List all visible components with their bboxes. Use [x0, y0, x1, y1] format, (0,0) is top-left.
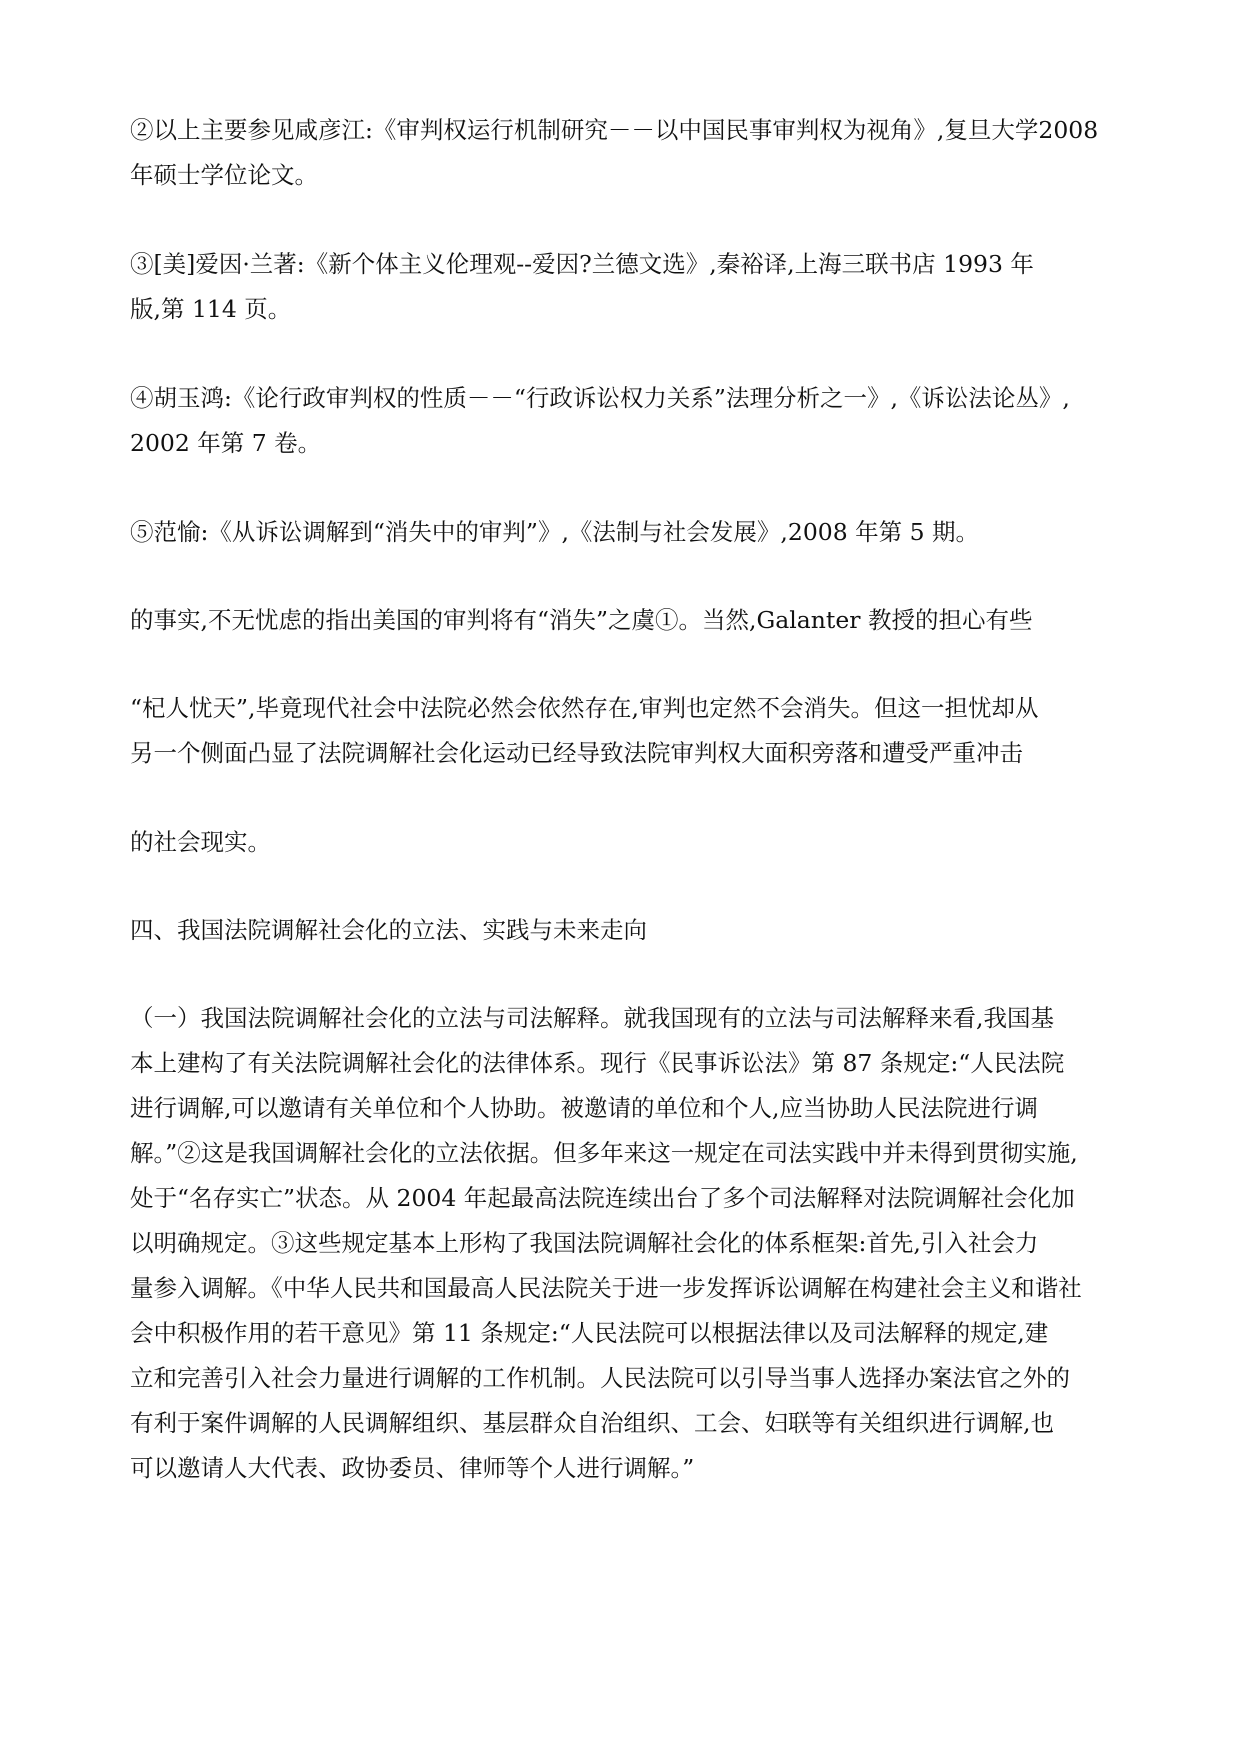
body-paragraph — [130, 686, 1120, 776]
body-line: 的社会现实。 — [130, 828, 271, 856]
subsection-paragraph — [130, 996, 1120, 1491]
footnote-line: ③[美]爱因·兰著:《新个体主义伦理观--爱因?兰德文选》,秦裕译,上海三联书店 1993 年 — [130, 250, 1034, 278]
footnote-line: ②以上主要参见咸彦江:《审判权运行机制研究－－以中国民事审判权为视角》,复旦大学2008 — [130, 116, 1099, 144]
body-line: 会中积极作用的若干意见》第 11 条规定:“人民法院可以根据法律以及司法解释的规定,建 — [130, 1319, 1049, 1347]
footnote-line: ⑤范愉:《从诉讼调解到“消失中的审判”》,《法制与社会发展》,2008 年第 5 期。 — [130, 518, 980, 546]
heading-text: 四、我国法院调解社会化的立法、实践与未来走向 — [130, 916, 647, 944]
body-line: 处于“名存实亡”状态。从 2004 年起最高法院连续出台了多个司法解释对法院调解社会化加 — [130, 1184, 1075, 1212]
body-line: 进行调解,可以邀请有关单位和个人协助。被邀请的单位和个人,应当协助人民法院进行调 — [130, 1094, 1038, 1122]
body-line: 有利于案件调解的人民调解组织、基层群众自治组织、工会、妇联等有关组织进行调解,也 — [130, 1409, 1054, 1437]
footnote-5 — [130, 510, 1120, 555]
section-heading — [130, 908, 1120, 953]
footnote-3 — [130, 242, 1120, 332]
body-line: 立和完善引入社会力量进行调解的工作机制。人民法院可以引导当事人选择办案法官之外的 — [130, 1364, 1070, 1392]
footnote-line: 2002 年第 7 卷。 — [130, 429, 322, 457]
body-line: 量参入调解。《中华人民共和国最高人民法院关于进一步发挥诉讼调解在构建社会主义和谐社 — [130, 1274, 1082, 1302]
footnote-line: 版,第 114 页。 — [130, 295, 292, 323]
body-line: 另一个侧面凸显了法院调解社会化运动已经导致法院审判权大面积旁落和遭受严重冲击 — [130, 739, 1023, 767]
body-line: 的事实,不无忧虑的指出美国的审判将有“消失”之虞①。当然,Galanter 教授的担心有些 — [130, 606, 1033, 634]
body-paragraph — [130, 598, 1120, 643]
body-line: 以明确规定。③这些规定基本上形构了我国法院调解社会化的体系框架:首先,引入社会力 — [130, 1229, 1039, 1257]
body-paragraph — [130, 820, 1120, 865]
footnote-line: ④胡玉鸿:《论行政审判权的性质－－“行政诉讼权力关系”法理分析之一》,《诉讼法论丛》, — [130, 384, 1070, 412]
body-line: 可以邀请人大代表、政协委员、律师等个人进行调解。” — [130, 1454, 695, 1482]
footnote-line: 年硕士学位论文。 — [130, 161, 318, 189]
body-line: 解。”②这是我国调解社会化的立法依据。但多年来这一规定在司法实践中并未得到贯彻实施, — [130, 1139, 1078, 1167]
footnote-2 — [130, 108, 1120, 198]
body-line: 本上建构了有关法院调解社会化的法律体系。现行《民事诉讼法》第 87 条规定:“人民法院 — [130, 1049, 1065, 1077]
body-line: “杞人忧天”,毕竟现代社会中法院必然会依然存在,审判也定然不会消失。但这一担忧却从 — [130, 694, 1039, 722]
footnote-4 — [130, 376, 1120, 466]
body-line: （一）我国法院调解社会化的立法与司法解释。就我国现有的立法与司法解释来看,我国基 — [130, 1004, 1054, 1032]
